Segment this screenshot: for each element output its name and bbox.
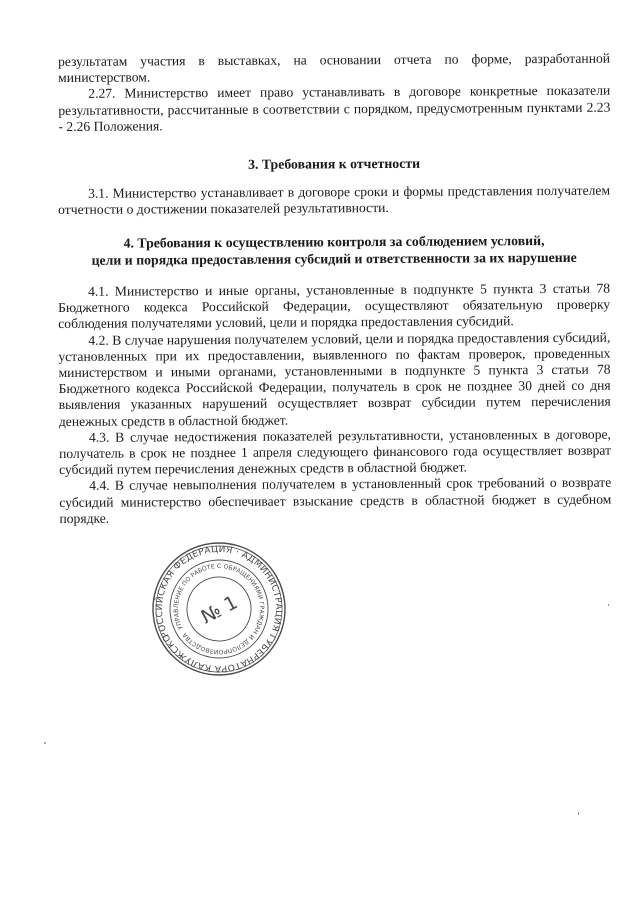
paragraph-4-3: 4.3. В случае недостижения показателей результативности, установленных в договоре, получатель в срок не позднее 1 апреля следующего финансового года осуществляет возврат субсидий путем перечисления денежных средств в областной бюджет. bbox=[58, 426, 612, 478]
stamp-number: № 1 bbox=[197, 591, 242, 629]
scan-speck bbox=[608, 604, 609, 606]
stamp-inner-text: УПРАВЛЕНИЕ ПО РАБОТЕ С ОБРАЩЕНИЯМИ ГРАЖДАН И ДЕЛОПРОИЗВОДСТВА bbox=[172, 562, 266, 656]
paragraph-4-1: 4.1. Министерство и иные органы, установленные в подпункте 5 пункта 3 статьи 78 Бюджетного кодекса Российской Федерации, осуществляют обязательную проверку соблюдения получателями условий, цели и порядка предоставления субсидий. bbox=[58, 280, 611, 332]
scan-speck bbox=[578, 812, 579, 815]
section-4-heading-line-2: цели и порядка предоставления субсидий и ответственности за их нарушение bbox=[91, 249, 577, 268]
paragraph-2-27: 2.27. Министерство имеет право устанавливать в договоре конкретные показатели результативности, рассчитанные в соответствии с порядком, предусмотренным пунктами 2.23 - 2.26 Положения. bbox=[58, 83, 611, 134]
section-3-body bbox=[58, 183, 610, 219]
paragraph-continued: результатам участия в выставках, на основании отчета по форме, разработанной министерством. bbox=[58, 50, 611, 86]
scan-speck bbox=[44, 742, 46, 744]
official-seal-stamp bbox=[150, 540, 288, 678]
stamp-outer-text: РОССИЙСКАЯ ФЕДЕРАЦИЯ · АДМИНИСТРАЦИЯ ГУБЕРНАТОРА КАЛУЖСКОЙ bbox=[154, 544, 284, 674]
section-4-heading bbox=[58, 232, 610, 269]
paragraph-4-2: 4.2. В случае нарушения получателем условий, цели и порядка предоставления субсидий, установленных при их предоставлении, выявленного по фактам проверок, проведенных министерством и иными органами, установленными в подпункте 5 пункта 3 статьи 78 Бюджетного кодекса Российской Федерации, получатель в срок не позднее 30 дней со дня выявления указанных нарушений осуществляет возврат субсидии путем перечисления денежных средств в областной бюджет. bbox=[58, 329, 611, 429]
section-3-heading: 3. Требования к отчетности bbox=[248, 155, 421, 172]
section-4-body bbox=[58, 281, 611, 527]
section-4-heading-line-1: 4. Требования к осуществлению контроля за соблюдением условий, bbox=[123, 233, 545, 251]
paragraph-3-1: 3.1. Министерство устанавливает в договоре сроки и формы представления получателем отчетности о достижении показателей результативности. bbox=[58, 182, 611, 218]
paragraph-4-4: 4.4. В случае невыполнения получателем в установленный срок требований о возврате субсидий министерство обеспечивает взыскание средств в областной бюджет в судебном порядке. bbox=[59, 475, 612, 526]
intro-block bbox=[58, 51, 610, 135]
